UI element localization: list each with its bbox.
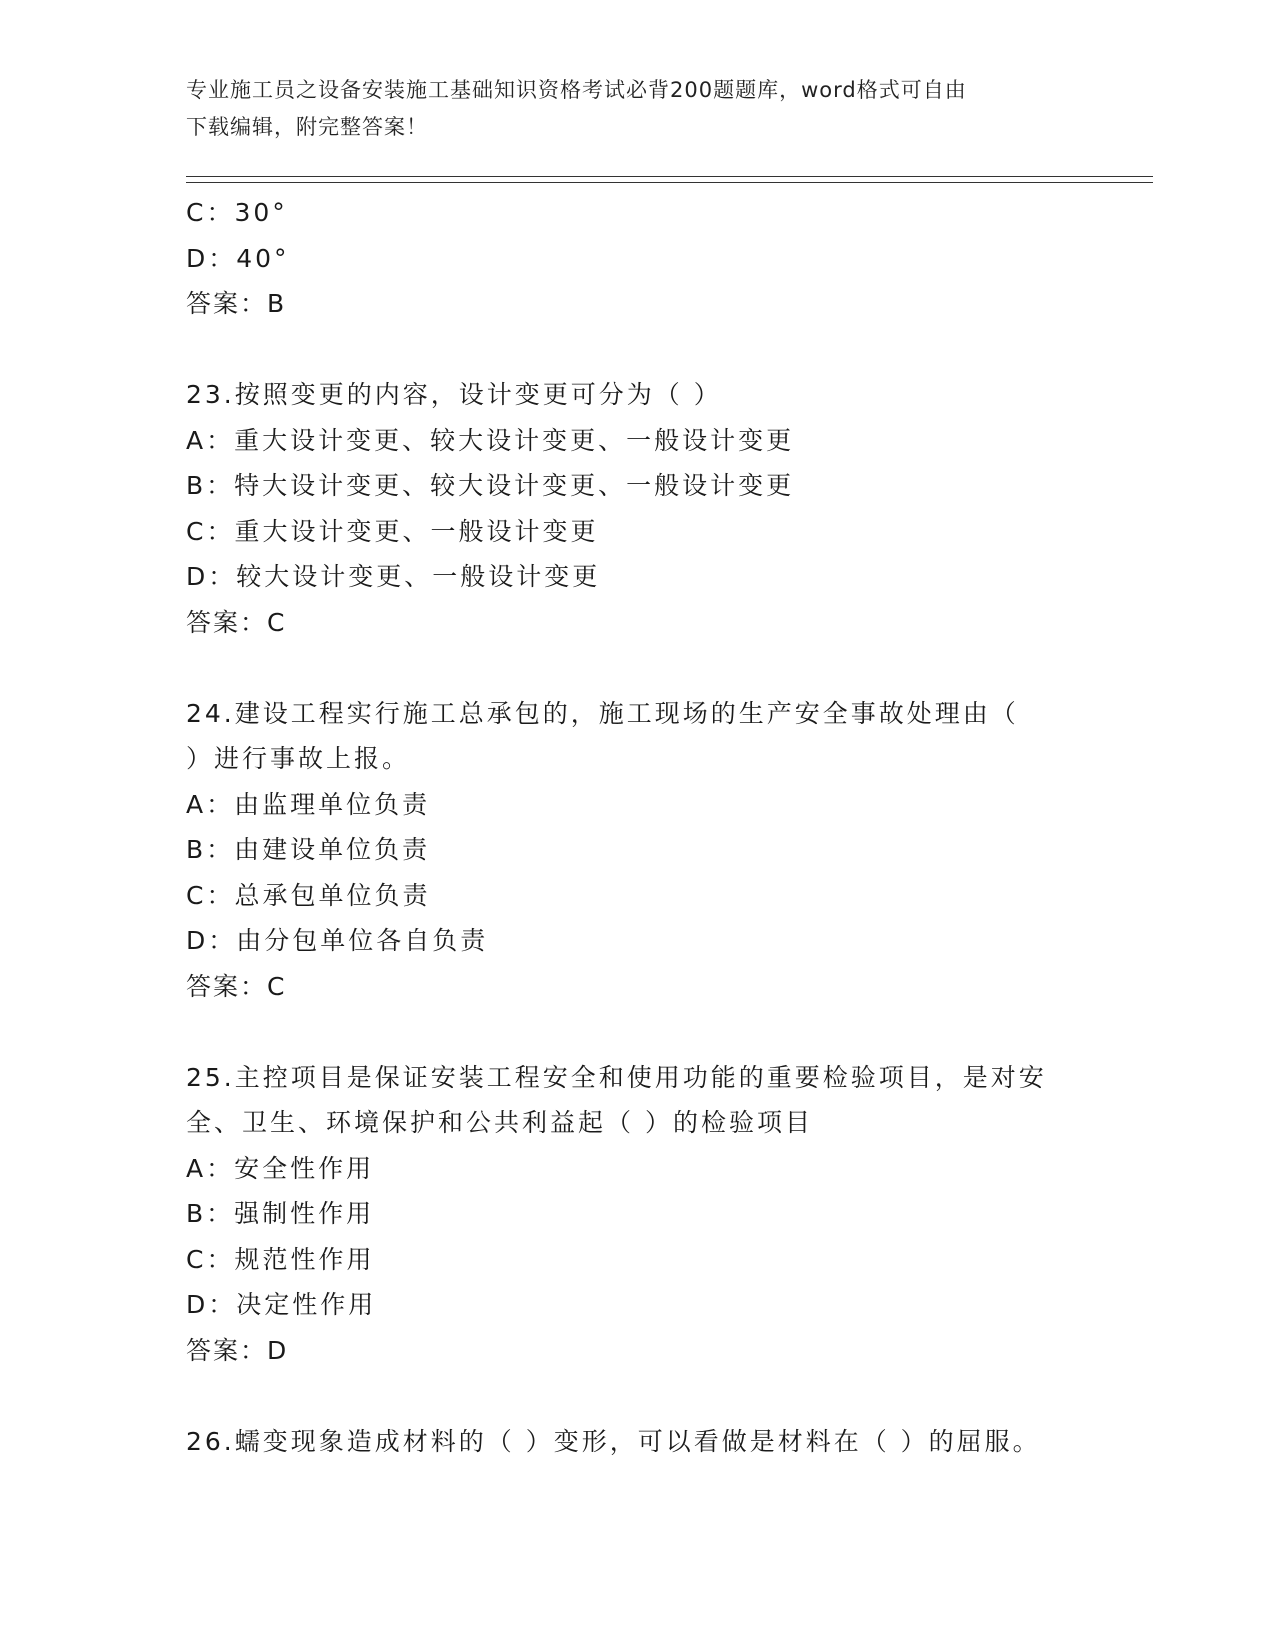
option-d: D：较大设计变更、一般设计变更 xyxy=(186,562,601,591)
question-stem-line-2: 全、卫生、环境保护和公共利益起（ ）的检验项目 xyxy=(186,1108,813,1137)
option-c: C：重大设计变更、一般设计变更 xyxy=(186,516,599,546)
question-stem: 23.按照变更的内容，设计变更可分为（ ） xyxy=(186,380,722,409)
option-d: D：决定性作用 xyxy=(186,1290,377,1319)
question-22-tail xyxy=(186,190,1086,327)
question-stem-line-1: 25.主控项目是保证安装工程安全和使用功能的重要检验项目，是对安 xyxy=(186,1062,1047,1092)
option-d: D：40° xyxy=(186,243,290,273)
spacer xyxy=(186,1009,1086,1055)
answer: 答案：C xyxy=(186,971,287,1001)
option-b: B：由建设单位负责 xyxy=(186,835,431,864)
option-c: C：规范性作用 xyxy=(186,1244,375,1274)
question-24 xyxy=(186,691,1086,1010)
question-stem: 26.蠕变现象造成材料的（ ）变形，可以看做是材料在（ ）的屈服。 xyxy=(186,1426,1041,1456)
option-a: A：由监理单位负责 xyxy=(186,789,431,819)
option-b: B：特大设计变更、较大设计变更、一般设计变更 xyxy=(186,471,795,500)
question-stem-line-1: 24.建设工程实行施工总承包的，施工现场的生产安全事故处理由（ xyxy=(186,698,1019,728)
option-a: A：重大设计变更、较大设计变更、一般设计变更 xyxy=(186,425,795,455)
option-d: D：由分包单位各自负责 xyxy=(186,926,489,955)
question-stem-line-2: ）进行事故上报。 xyxy=(186,744,411,773)
document-header xyxy=(186,72,1086,146)
spacer xyxy=(186,327,1086,373)
question-list xyxy=(186,190,1086,1464)
spacer xyxy=(186,1373,1086,1419)
answer: 答案：C xyxy=(186,607,287,637)
option-c: C：总承包单位负责 xyxy=(186,880,431,910)
question-25 xyxy=(186,1055,1086,1374)
question-26 xyxy=(186,1419,1086,1465)
option-b: B：强制性作用 xyxy=(186,1199,375,1228)
answer: 答案：B xyxy=(186,289,287,318)
header-title-line-1: 专业施工员之设备安装施工基础知识资格考试必背200题题库，word格式可自由 xyxy=(186,78,967,102)
header-divider xyxy=(186,176,1153,183)
header-title-line-2: 下载编辑，附完整答案！ xyxy=(186,115,428,139)
option-a: A：安全性作用 xyxy=(186,1153,375,1183)
option-c: C：30° xyxy=(186,198,288,227)
question-23 xyxy=(186,372,1086,645)
spacer xyxy=(186,645,1086,691)
answer: 答案：D xyxy=(186,1335,289,1365)
